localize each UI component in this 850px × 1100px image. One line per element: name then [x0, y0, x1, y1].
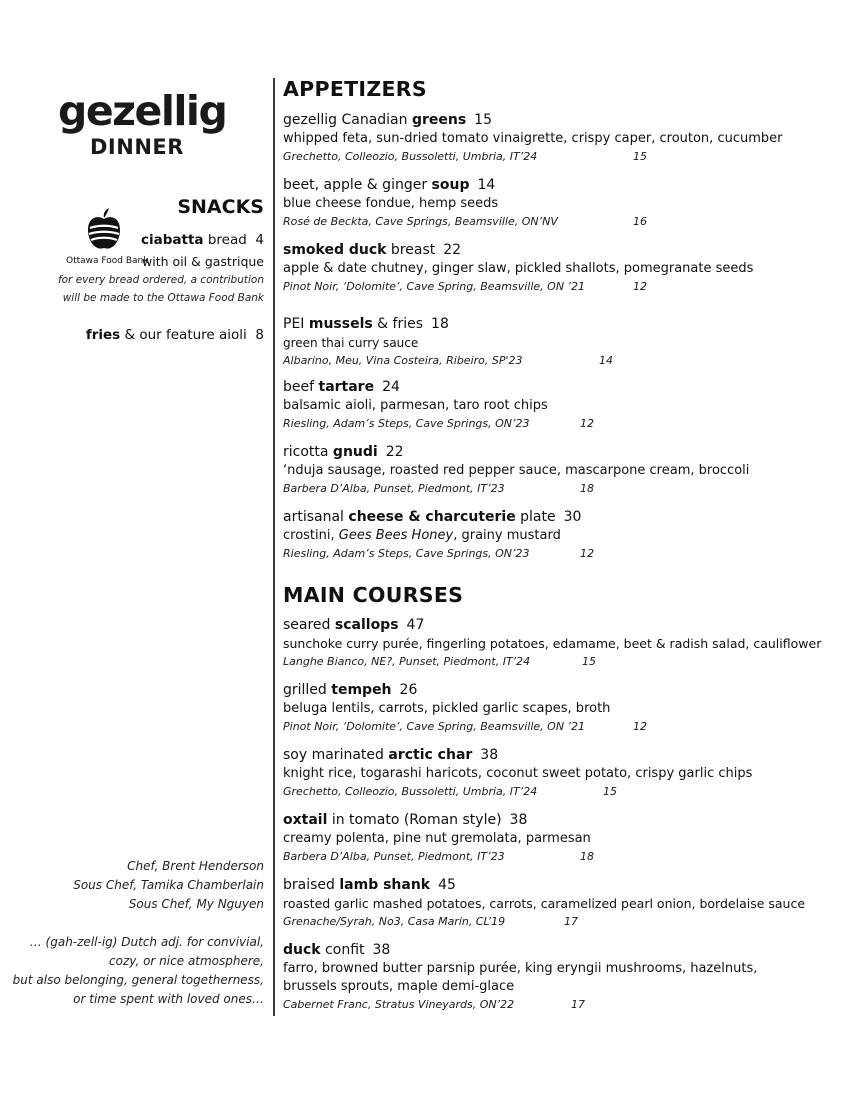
snack-name: fries [85, 327, 121, 343]
item-title [283, 680, 838, 700]
item-title-pre: braised [283, 877, 340, 893]
item-title [283, 175, 838, 195]
food-bank-label: Ottawa Food Bank [66, 256, 149, 266]
item-price: 38 [480, 747, 499, 763]
item-description: knight rice, togarashi haricots, coconut sweet potato, crispy garlic chips [283, 766, 753, 781]
wine-pairing [283, 148, 838, 165]
menu-item [283, 175, 838, 230]
menu-item [283, 110, 838, 165]
chef-credits [73, 857, 264, 914]
appetizers-heading: APPETIZERS [283, 77, 427, 101]
item-name: tartare [318, 379, 375, 395]
item-title-pre: PEI [283, 316, 309, 332]
menu-item [283, 615, 838, 670]
wine-price: 12 [580, 547, 594, 560]
item-title-post: plate [515, 509, 556, 525]
wine-price: 18 [580, 482, 594, 495]
snack-fries [86, 327, 264, 343]
menu-item [283, 442, 838, 497]
wine-price: 12 [633, 280, 647, 293]
sous-chef-name: Sous Chef, Tamika Chamberlain [73, 878, 264, 892]
item-title-pre: grilled [283, 682, 332, 698]
definition-line: … (gah-zell-ig) Dutch adj. for convivial, [29, 935, 264, 949]
wine-name: Grechetto, Colleozio, Bussoletti, Umbria, IT’24 [283, 785, 538, 798]
wine-name: Barbera D’Alba, Punset, Piedmont, IT’23 [283, 482, 505, 495]
wine-price: 15 [633, 150, 647, 163]
wine-price: 17 [564, 915, 578, 928]
menu-item [283, 680, 838, 735]
item-title-pre: artisanal [283, 509, 349, 525]
menu-item [283, 875, 838, 930]
wine-price: 16 [633, 215, 647, 228]
menu-item [283, 507, 838, 562]
wine-name: Riesling, Adam’s Steps, Cave Springs, ON’23 [283, 417, 530, 430]
item-title-post: in tomato (Roman style) [327, 812, 502, 828]
wine-pairing [283, 545, 838, 562]
menu-item [283, 940, 838, 1013]
item-title-post: breast [386, 242, 436, 258]
wine-name: Rosé de Beckta, Cave Springs, Beamsville, ON’NV [283, 215, 558, 228]
item-price: 30 [563, 509, 582, 525]
main-courses-heading: MAIN COURSES [283, 583, 464, 607]
menu-item [283, 240, 838, 295]
wine-pairing [283, 415, 838, 432]
wine-pairing [283, 352, 838, 369]
menu-item [283, 377, 838, 432]
sous-chef-name: Sous Chef, My Nguyen [128, 897, 264, 911]
wine-name: Grenache/Syrah, No3, Casa Marin, CL’19 [283, 915, 506, 928]
menu-type: DINNER [90, 135, 184, 159]
snack-name-rest: & our feature aioli [120, 327, 247, 343]
item-title [283, 507, 838, 527]
item-price: 38 [509, 812, 528, 828]
item-title [283, 810, 838, 830]
item-title [283, 940, 838, 960]
food-bank-note: will be made to the Ottawa Food Bank [62, 292, 264, 304]
item-description-post: , grainy mustard [453, 528, 561, 543]
snack-price: 4 [255, 232, 264, 248]
definition-line: cozy, or nice atmosphere, [109, 954, 264, 968]
wine-name: Albarino, Meu, Vina Costeira, Ribeiro, SP'23 [283, 354, 523, 367]
item-title-pre: ricotta [283, 444, 333, 460]
item-price: 24 [382, 379, 400, 395]
wine-pairing [283, 718, 838, 735]
item-name: duck [283, 942, 321, 958]
wine-name: Riesling, Adam’s Steps, Cave Springs, ON’23 [283, 547, 530, 560]
definition-line: but also belonging, general togetherness, [12, 973, 264, 987]
item-description: brussels sprouts, maple demi-glace [283, 979, 515, 994]
item-price: 18 [431, 316, 449, 332]
menu-item [283, 314, 838, 369]
item-name: greens [411, 112, 467, 128]
menu-item [283, 810, 838, 865]
item-description: apple & date chutney, ginger slaw, pickled shallots, pomegranate seeds [283, 261, 754, 276]
wine-price: 12 [580, 417, 594, 430]
item-name: soup [431, 177, 470, 193]
definition-line: or time spent with loved ones… [73, 992, 264, 1006]
item-title [283, 377, 838, 397]
item-name: mussels [308, 316, 373, 332]
wine-name: Barbera D’Alba, Punset, Piedmont, IT’23 [283, 850, 505, 863]
wine-price: 15 [582, 655, 596, 668]
snack-name-rest: bread [203, 232, 247, 248]
chef-name: Chef, Brent Henderson [127, 859, 264, 873]
wine-pairing [283, 848, 838, 865]
item-title [283, 240, 838, 260]
item-title-post: confit [320, 942, 365, 958]
item-name: smoked duck [283, 242, 387, 258]
snack-description: with oil & gastrique [142, 254, 264, 269]
item-price: 45 [438, 877, 456, 893]
wine-price: 18 [580, 850, 594, 863]
brand-logo [58, 87, 238, 159]
item-price: 15 [474, 112, 492, 128]
column-divider [273, 78, 275, 1016]
item-description: beluga lentils, carrots, pickled garlic scapes, broth [283, 701, 611, 716]
wine-pairing [283, 480, 838, 497]
item-description: ‘nduja sausage, roasted red pepper sauce, mascarpone cream, broccoli [283, 463, 750, 478]
gezellig-definition [13, 933, 264, 1009]
item-name: lamb shank [339, 877, 431, 893]
item-description: green thai curry sauce [283, 336, 419, 350]
snacks-heading: SNACKS [177, 196, 264, 218]
apple-icon [86, 208, 122, 252]
item-description: roasted garlic mashed potatoes, carrots, caramelized pearl onion, bordelaise sauce [283, 896, 806, 911]
item-description: whipped feta, sun-dried tomato vinaigrette, crispy caper, crouton, cucumber [283, 131, 783, 146]
item-description-pre: crostini, [283, 528, 339, 543]
wine-pairing [283, 913, 838, 930]
item-name: arctic char [388, 747, 473, 763]
item-price: 22 [385, 444, 404, 460]
item-name: tempeh [331, 682, 392, 698]
wine-pairing [283, 213, 838, 230]
wine-price: 14 [599, 354, 613, 367]
wine-price: 15 [603, 785, 617, 798]
item-name: oxtail [283, 812, 328, 828]
item-name: cheese & charcuterie [348, 509, 516, 525]
item-description: farro, browned butter parsnip purée, king eryngii mushrooms, hazelnuts, [283, 961, 758, 976]
wine-name: Langhe Bianco, NE?, Punset, Piedmont, IT’24 [283, 655, 531, 668]
wine-name: Cabernet Franc, Stratus Vineyards, ON’22 [283, 998, 515, 1011]
item-title-pre: beet, apple & ginger [283, 177, 432, 193]
wine-name: Grechetto, Colleozio, Bussoletti, Umbria, IT’24 [283, 150, 538, 163]
item-price: 38 [372, 942, 391, 958]
snack-price: 8 [255, 327, 264, 343]
item-title-pre: seared [283, 617, 335, 633]
wine-price: 17 [571, 998, 585, 1011]
snack-ciabatta [141, 232, 264, 248]
item-name: scallops [334, 617, 399, 633]
item-title-pre: beef [283, 379, 319, 395]
item-description: blue cheese fondue, hemp seeds [283, 196, 499, 211]
wine-pairing [283, 996, 838, 1013]
item-description-brand: Gees Bees Honey [338, 528, 454, 543]
item-description: creamy polenta, pine nut gremolata, parmesan [283, 831, 591, 846]
restaurant-name: gezellig [58, 87, 227, 135]
menu-item [283, 745, 838, 800]
item-price: 14 [477, 177, 496, 193]
item-price: 22 [443, 242, 462, 258]
item-title [283, 615, 838, 635]
item-title-pre: soy marinated [283, 747, 389, 763]
wine-pairing [283, 278, 838, 295]
item-title-post: & fries [372, 316, 424, 332]
item-title [283, 745, 838, 765]
snack-name: ciabatta [141, 232, 204, 248]
item-description: sunchoke curry purée, fingerling potatoes, edamame, beet & radish salad, cauliflower [283, 636, 822, 651]
item-description: balsamic aioli, parmesan, taro root chips [283, 398, 548, 413]
wine-price: 12 [633, 720, 647, 733]
wine-pairing [283, 783, 838, 800]
item-title [283, 110, 838, 130]
item-price: 26 [399, 682, 418, 698]
wine-pairing [283, 653, 838, 670]
item-name: gnudi [332, 444, 378, 460]
wine-name: Pinot Noir, ‘Dolomite’, Cave Spring, Beamsville, ON ’21 [283, 720, 586, 733]
food-bank-note: for every bread ordered, a contribution [57, 274, 264, 286]
wine-name: Pinot Noir, ‘Dolomite’, Cave Spring, Beamsville, ON ’21 [283, 280, 586, 293]
item-title-pre: gezellig Canadian [283, 112, 412, 128]
item-title [283, 442, 838, 462]
item-price: 47 [406, 617, 425, 633]
item-description [283, 527, 838, 545]
item-title [283, 314, 838, 334]
item-title [283, 875, 838, 895]
